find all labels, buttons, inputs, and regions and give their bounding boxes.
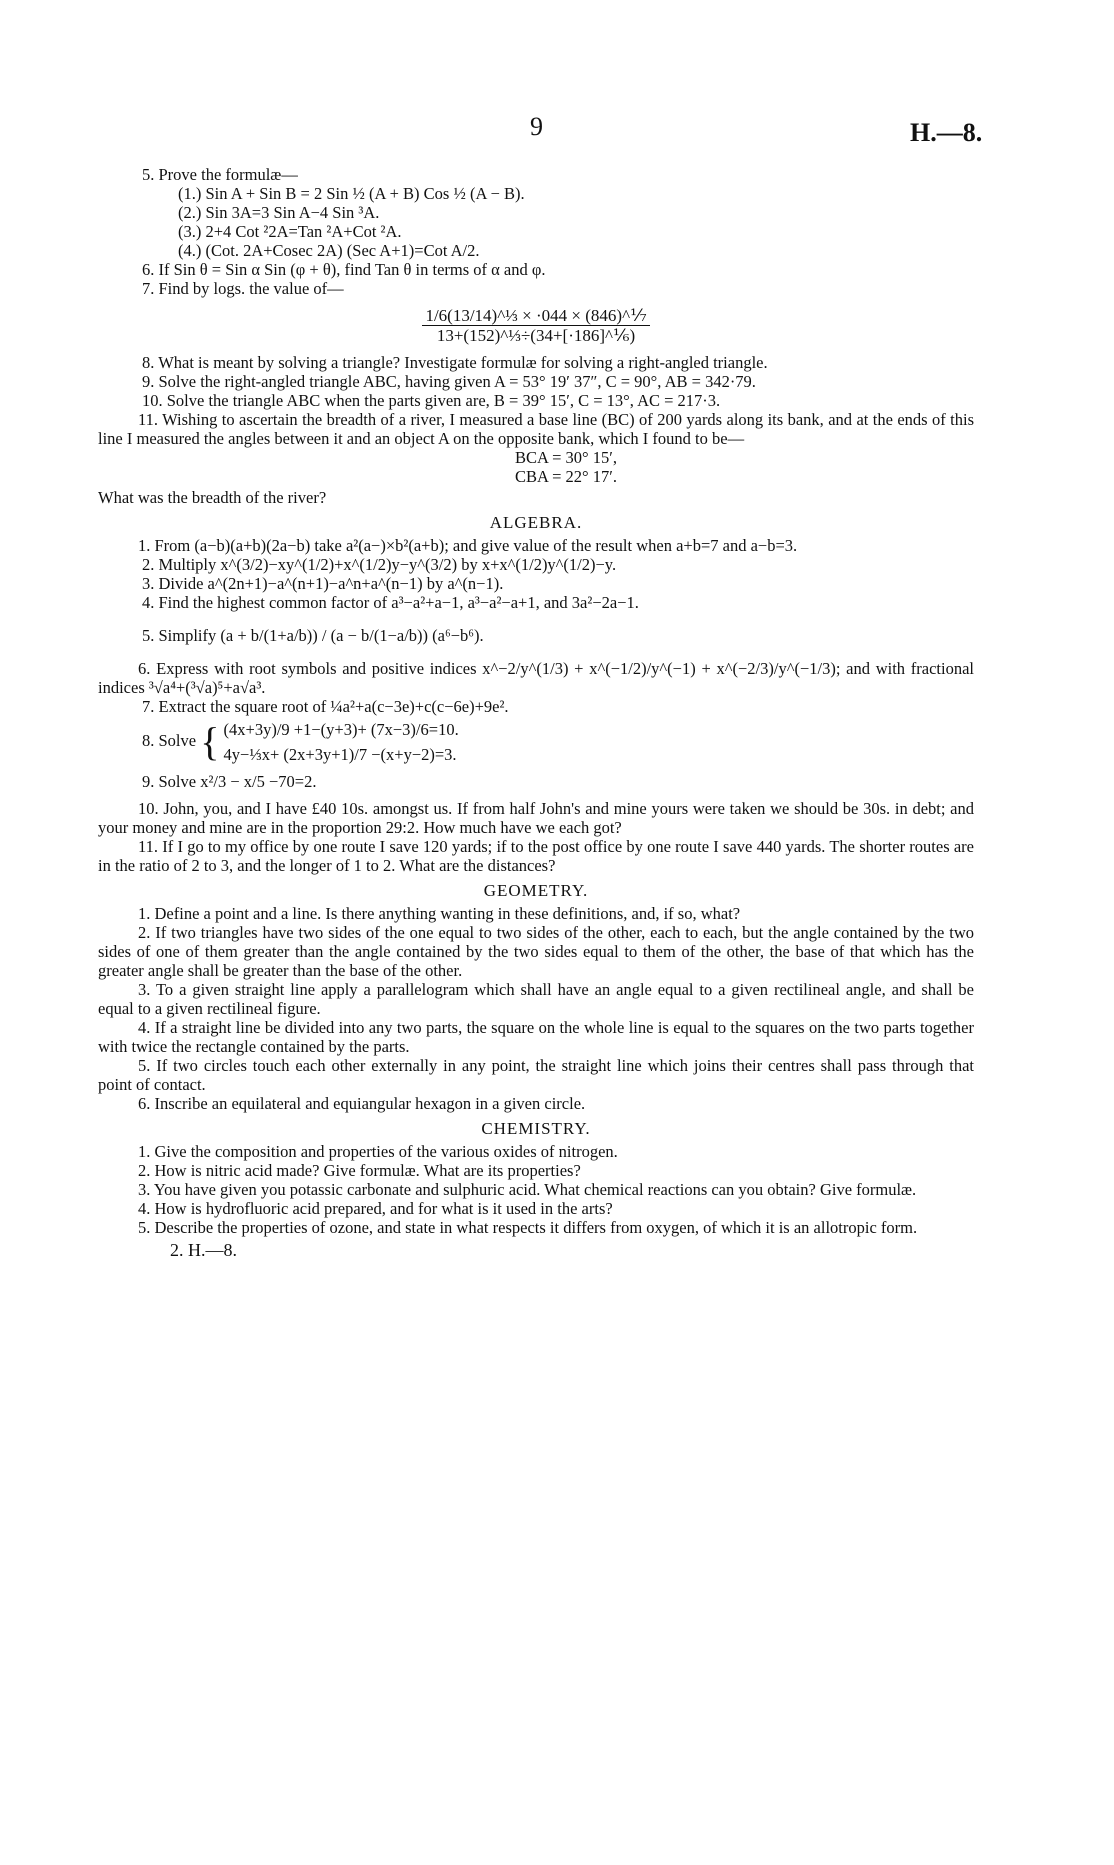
formula-2: (2.) Sin 3A=3 Sin A−4 Sin ³A. xyxy=(178,203,380,222)
algebra-q4: 4. Find the highest common factor of a³−a²+a−1, a³−a²−a+1, and 3a²−2a−1. xyxy=(142,593,639,612)
page-number: 9 xyxy=(530,112,543,141)
angle-bca: BCA = 30° 15′, xyxy=(514,448,618,467)
question-5: 5. Prove the formulæ— xyxy=(142,165,298,184)
algebra-q11: 11. If I go to my office by one route I save 120 yards; if to the post office by one route I save 440 yards. The shorter routes are in the ratio of 2 to 3, and the longer of 1 to 2. What are the distances? xyxy=(98,837,974,875)
chemistry-q4: 4. How is hydrofluoric acid prepared, and for what is it used in the arts? xyxy=(138,1199,613,1218)
formula-3: (3.) 2+4 Cot ²2A=Tan ²A+Cot ²A. xyxy=(178,222,402,241)
algebra-q3: 3. Divide a^(2n+1)−a^(n+1)−a^n+a^(n−1) by a^(n−1). xyxy=(142,574,504,593)
geometry-q4: 4. If a straight line be divided into any two parts, the square on the whole line is equal to the squares on the two parts together with twice the rectangle contained by the parts. xyxy=(98,1018,974,1056)
algebra-q9: 9. Solve x²/3 − x/5 −70=2. xyxy=(142,772,317,791)
geometry-heading: GEOMETRY. xyxy=(483,881,589,900)
algebra-q7: 7. Extract the square root of ¼a²+a(c−3e)+c(c−6e)+9e². xyxy=(142,697,509,716)
log-numerator: 1/6(13/14)^⅓ × ·044 × (846)^⅐ xyxy=(422,306,649,326)
question-8: 8. What is meant by solving a triangle? Investigate formulæ for solving a right-angled triangle. xyxy=(142,353,768,372)
algebra-q5: 5. Simplify (a + b/(1+a/b)) / (a − b/(1−a/b)) (a⁶−b⁶). xyxy=(142,626,484,645)
equation-1: (4x+3y)/9 +1−(y+3)+ (7x−3)/6=10. xyxy=(223,720,459,739)
question-10: 10. Solve the triangle ABC when the parts given are, B = 39° 15′, C = 13°, AC = 217·3. xyxy=(142,391,721,410)
chemistry-q5: 5. Describe the properties of ozone, and state in what respects it differs from oxygen, of which it is an allotropic form. xyxy=(138,1218,918,1237)
algebra-q6: 6. Express with root symbols and positive indices x^−2/y^(1/3) + x^(−1/2)/y^(−1) + x^(−2/3)/y^(−1/3); and with fractional indices ³√a⁴+(³√a)⁵+a√a³. xyxy=(98,659,974,697)
document-code: H.—8. xyxy=(910,118,983,147)
question-6: 6. If Sin θ = Sin α Sin (φ + θ), find Tan θ in terms of α and φ. xyxy=(142,260,546,279)
angle-cba: CBA = 22° 17′. xyxy=(514,467,618,486)
chemistry-q3: 3. You have given you potassic carbonate and sulphuric acid. What chemical reactions can you obtain? Give formulæ. xyxy=(138,1180,917,1199)
algebra-q10: 10. John, you, and I have £40 10s. amongst us. If from half John's and mine yours were taken we should be 30s. in debt; and your money and mine are in the proportion 29:2. How much have we each got? xyxy=(98,799,974,837)
question-9: 9. Solve the right-angled triangle ABC, having given A = 53° 19′ 37″, C = 90°, AB = 342·79. xyxy=(142,372,756,391)
geometry-q2: 2. If two triangles have two sides of the one equal to two sides of the other, each to each, but the angle contained by the two sides of one of them greater than the angle contained by the two sides equal to them of the other, the base of that which has the greater angle shall be greater than the base of the other. xyxy=(98,923,974,980)
formula-1: (1.) Sin A + Sin B = 2 Sin ½ (A + B) Cos ½ (A − B). xyxy=(178,184,525,203)
algebra-heading: ALGEBRA. xyxy=(489,513,583,532)
algebra-q1: 1. From (a−b)(a+b)(2a−b) take a²(a−)×b²(a+b); and give value of the result when a+b=7 and a−b=3. xyxy=(138,536,798,555)
trigonometry-section xyxy=(98,165,974,1260)
log-expression xyxy=(98,306,974,345)
chemistry-q1: 1. Give the composition and properties of the various oxides of nitrogen. xyxy=(138,1142,618,1161)
algebra-q2: 2. Multiply x^(3/2)−xy^(1/2)+x^(1/2)y−y^(3/2) by x+x^(1/2)y^(1/2)−y. xyxy=(142,555,617,574)
chemistry-heading: CHEMISTRY. xyxy=(481,1119,591,1138)
equation-system xyxy=(224,720,459,764)
equation-2: 4y−⅓x+ (2x+3y+1)/7 −(x+y−2)=3. xyxy=(223,745,457,764)
geometry-q3: 3. To a given straight line apply a parallelogram which shall have an angle equal to a given rectilineal angle, and shall be equal to a given rectilineal figure. xyxy=(98,980,974,1018)
question-7: 7. Find by logs. the value of— xyxy=(142,279,344,298)
geometry-q5: 5. If two circles touch each other externally in any point, the straight line which joins their centres shall pass through that point of contact. xyxy=(98,1056,974,1094)
log-denominator: 13+(152)^⅓÷(34+[·186]^⅙) xyxy=(436,326,636,345)
algebra-q8 xyxy=(98,720,974,764)
q8-label: 8. Solve xyxy=(142,730,197,750)
formula-4: (4.) (Cot. 2A+Cosec 2A) (Sec A+1)=Cot A/2. xyxy=(178,241,480,260)
footer-code: 2. H.—8. xyxy=(170,1240,237,1260)
chemistry-q2: 2. How is nitric acid made? Give formulæ. What are its properties? xyxy=(138,1161,581,1180)
geometry-q6: 6. Inscribe an equilateral and equiangular hexagon in a given circle. xyxy=(138,1094,586,1113)
question-11-ask: What was the breadth of the river? xyxy=(98,488,327,507)
brace-icon: { xyxy=(200,719,220,764)
question-11: 11. Wishing to ascertain the breadth of a river, I measured a base line (BC) of 200 yards along its bank, and at the ends of this line I measured the angles between it and an object A on the opposite bank, which I found to be— xyxy=(98,410,974,448)
geometry-q1: 1. Define a point and a line. Is there anything wanting in these definitions, and, if so, what? xyxy=(138,904,741,923)
